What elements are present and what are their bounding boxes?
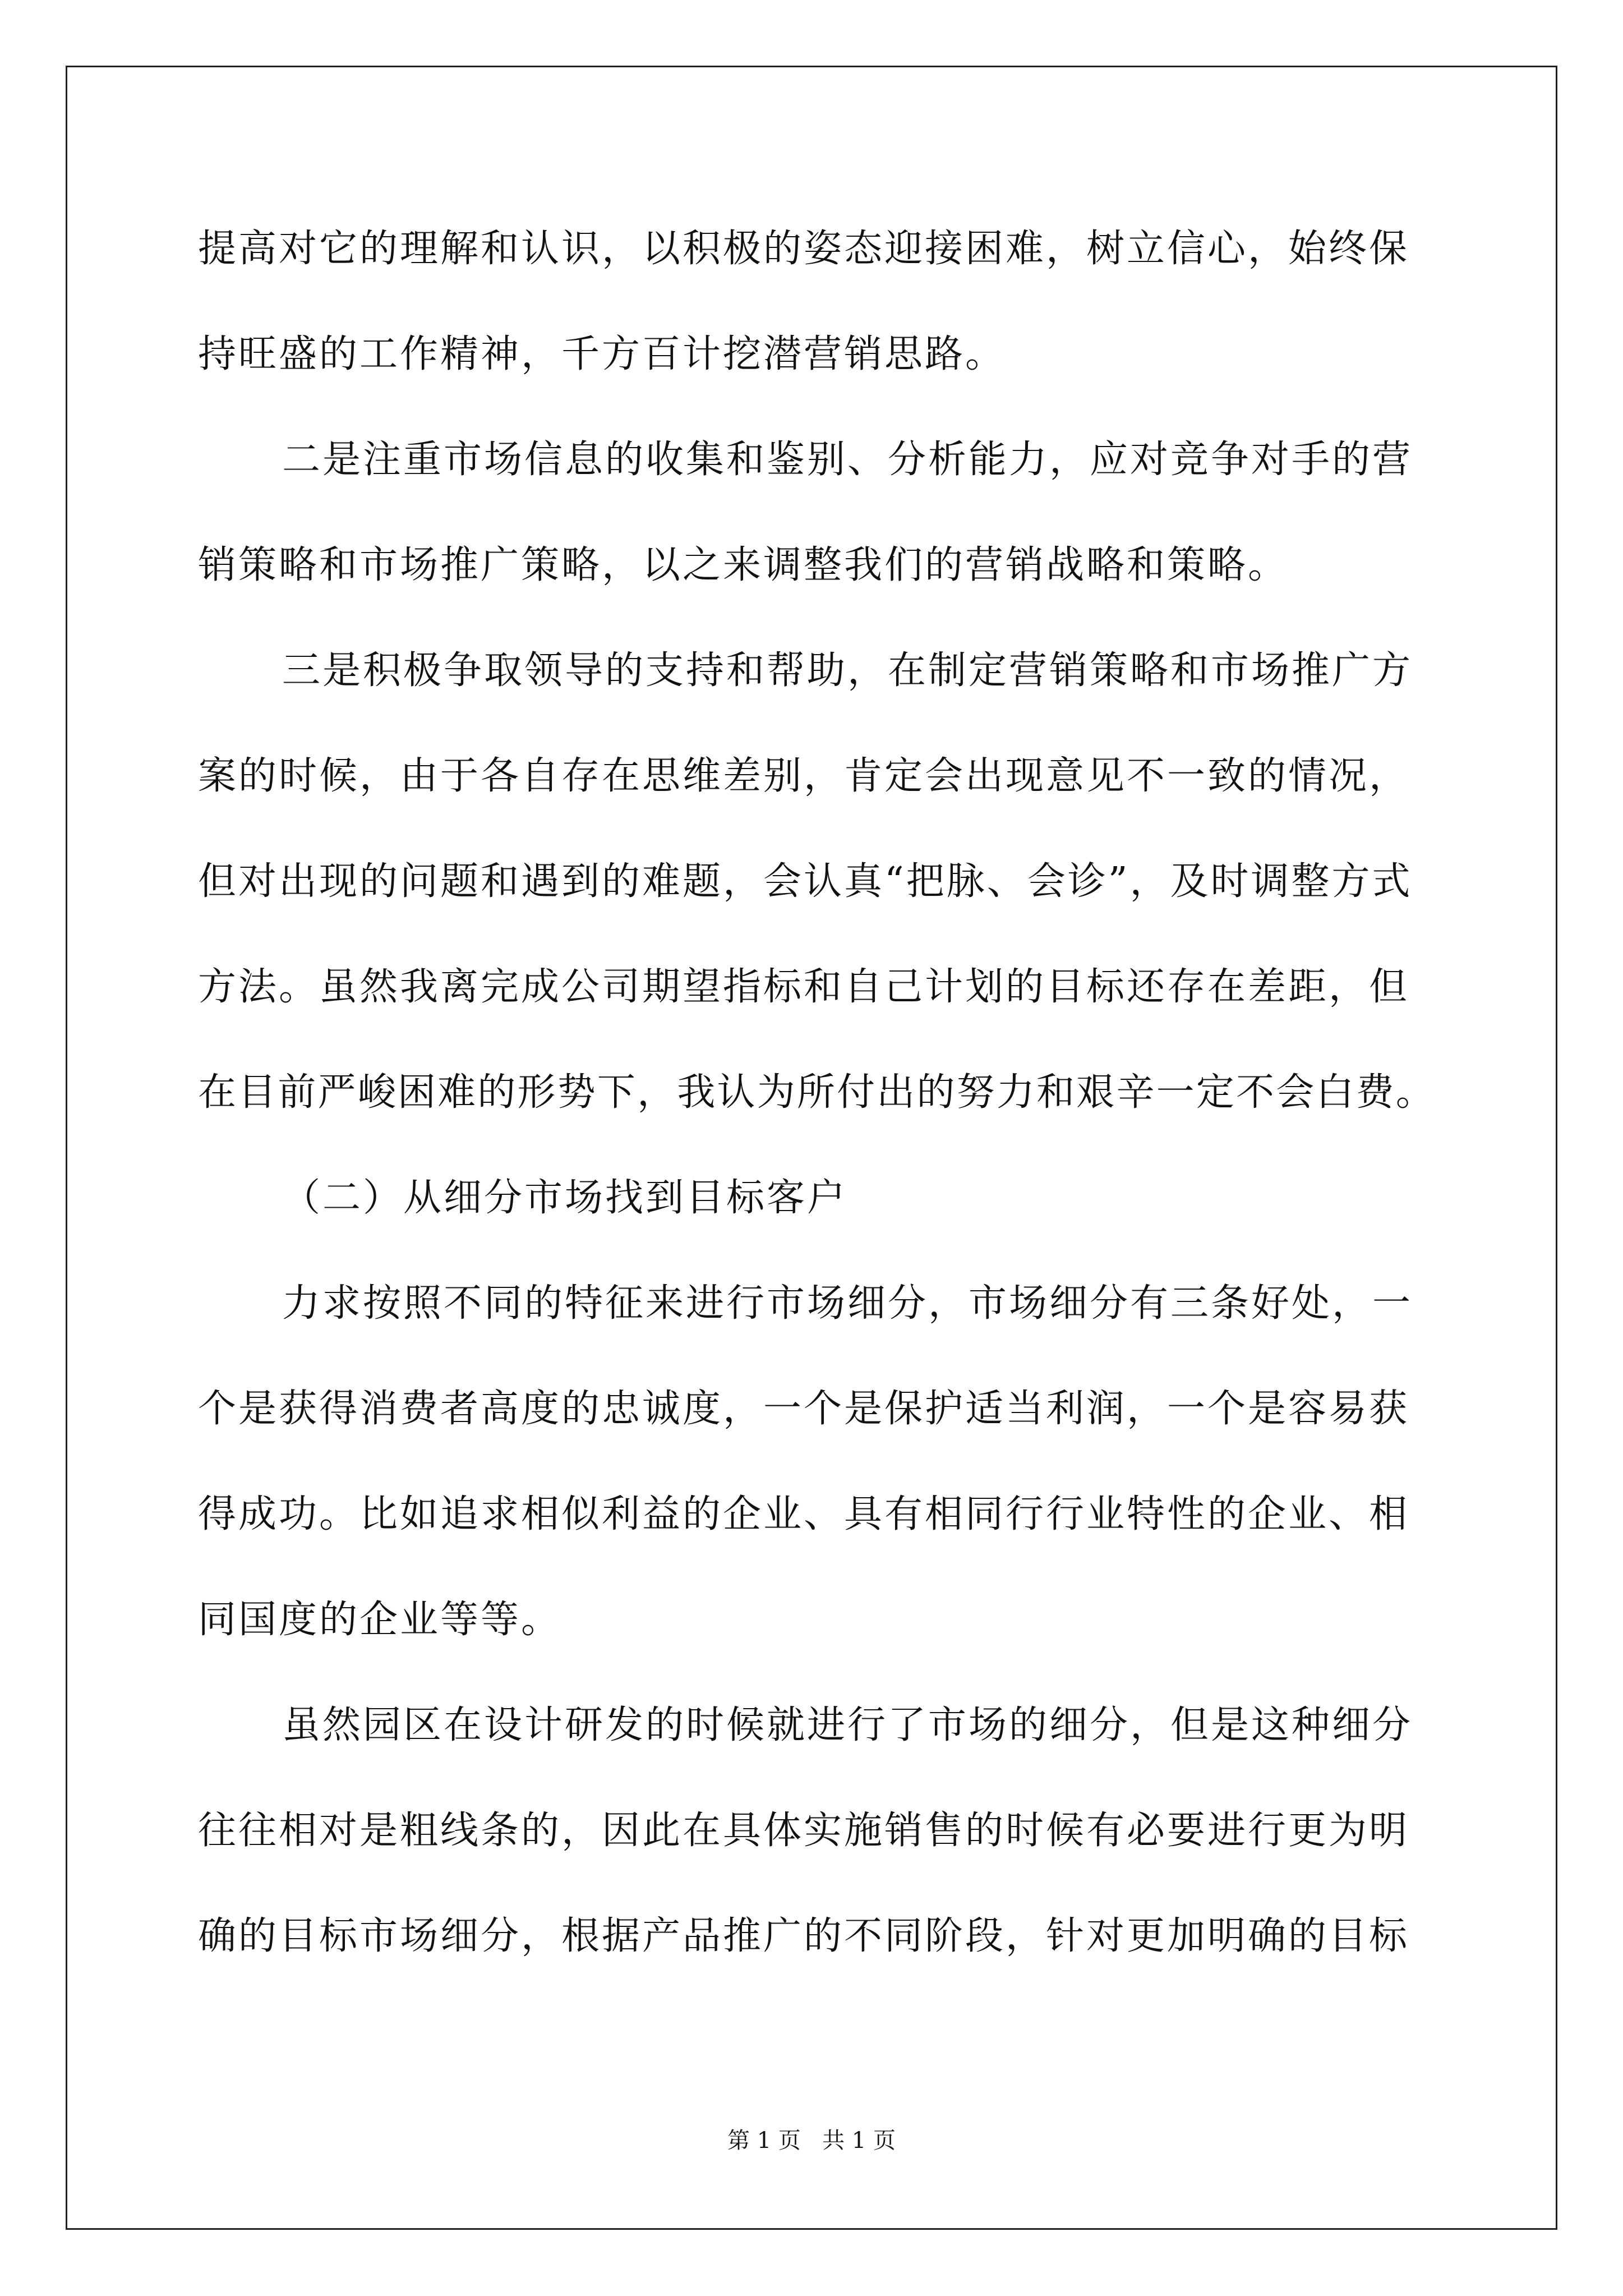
text-line: 确的目标市场细分，根据产品推广的不同阶段，针对更加明确的目标	[198, 1914, 1410, 1958]
text-line: 方法。虽然我离完成公司期望指标和自己计划的目标还存在差距，但	[198, 965, 1410, 1009]
text-line: 往往相对是粗线条的，因此在具体实施销售的时候有必要进行更为明	[198, 1809, 1410, 1853]
paragraph-first-line: 三是积极争取领导的支持和帮助，在制定营销策略和市场推广方	[282, 648, 1413, 693]
section-heading: （二）从细分市场找到目标客户	[282, 1176, 848, 1220]
page-footer: 第 1 页 共 1 页	[727, 2128, 896, 2154]
text-line: 持旺盛的工作精神，千方百计挖潜营销思路。	[198, 332, 1006, 376]
text-line: 同国度的企业等等。	[198, 1598, 562, 1642]
text-line: 销策略和市场推广策略，以之来调整我们的营销战略和策略。	[198, 543, 1289, 587]
paragraph-first-line: 二是注重市场信息的收集和鉴别、分析能力，应对竞争对手的营	[282, 438, 1413, 482]
text-line: 提高对它的理解和认识，以积极的姿态迎接困难，树立信心，始终保	[198, 227, 1410, 271]
text-line: 案的时候，由于各自存在思维差别，肯定会出现意见不一致的情况，	[198, 754, 1410, 798]
text-line: 个是获得消费者高度的忠诚度，一个是保护适当利润，一个是容易获	[198, 1387, 1410, 1431]
text-line: 得成功。比如追求相似利益的企业、具有相同行行业特性的企业、相	[198, 1492, 1410, 1536]
text-line: 但对出现的问题和遇到的难题，会认真“把脉、会诊”，及时调整方式	[198, 859, 1413, 904]
text-line: 在目前严峻困难的形势下，我认为所付出的努力和艰辛一定不会白费。	[198, 1070, 1436, 1115]
page-border	[66, 66, 1557, 2230]
paragraph-first-line: 力求按照不同的特征来进行市场细分，市场细分有三条好处，一	[282, 1281, 1413, 1326]
paragraph-first-line: 虽然园区在设计研发的时候就进行了市场的细分，但是这种细分	[282, 1703, 1413, 1747]
